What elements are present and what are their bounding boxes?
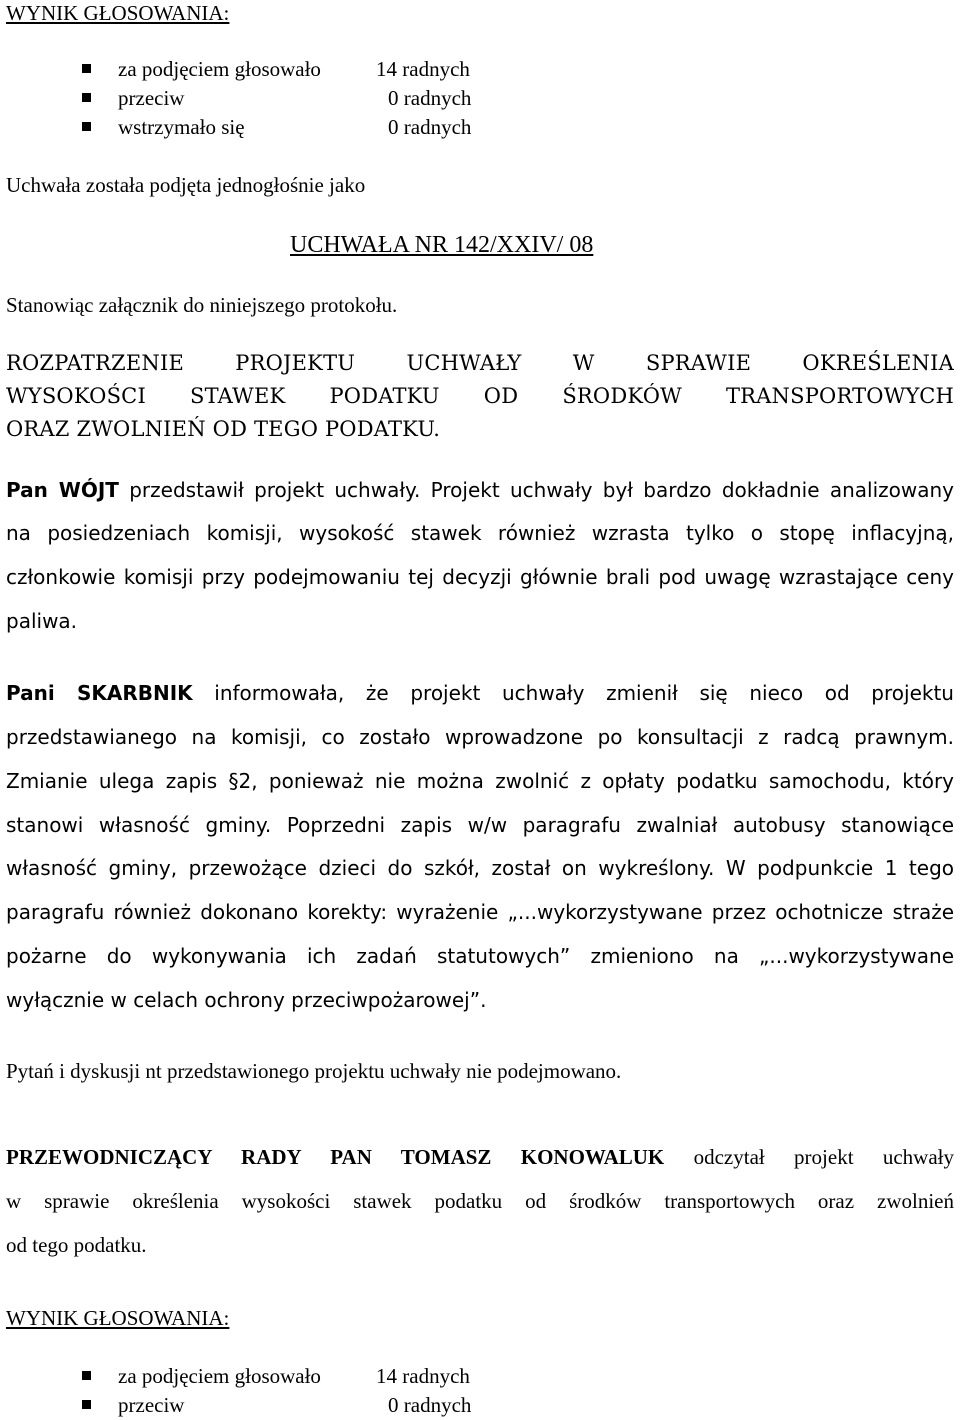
agenda-word: ROZPATRZENIE [6, 351, 184, 375]
speaker-name: PRZEWODNICZĄCY RADY PAN TOMASZ KONOWALUK [6, 1145, 665, 1169]
vote-label: za podjęciem głosowało [118, 1364, 321, 1388]
agenda-word: UCHWAŁY [406, 351, 522, 375]
agenda-title-line: WYSOKOŚCI STAWEK PODATKU OD ŚRODKÓW TRANSPORTOWYCH [6, 384, 954, 408]
agenda-word: SPRAWIE [645, 351, 752, 375]
vote-label: przeciw [118, 86, 185, 110]
bullet-icon [82, 1371, 91, 1380]
vote-heading: WYNIK GŁOSOWANIA: [6, 1306, 230, 1330]
paragraph-line: pożarne do wykonywania ich zadań statutowych” zmieniono na „...wykorzystywane [6, 944, 954, 968]
bullet-icon [82, 1400, 91, 1409]
attachment-text: Stanowiąc załącznik do niniejszego protokołu. [6, 293, 398, 317]
agenda-word: PROJEKTU [235, 351, 356, 375]
paragraph-line: na posiedzeniach komisji, wysokość stawek również wzrasta tylko o stopę inflacyjną, [6, 521, 954, 545]
paragraph-text: informowała, że projekt uchwały zmienił się nieco od projektu [214, 681, 954, 705]
paragraph-line [6, 683, 954, 703]
paragraph-line: paragrafu również dokonano korekty: wyrażenie „...wykorzystywane przez ochotnicze straże [6, 900, 954, 924]
paragraph-line: od tego podatku. [6, 1233, 147, 1257]
paragraph-line [6, 480, 954, 500]
vote-label: za podjęciem głosowało [118, 57, 321, 81]
result-text: Uchwała została podjęta jednogłośnie jako [6, 173, 366, 197]
paragraph-line: Pytań i dyskusji nt przedstawionego projektu uchwały nie podejmowano. [6, 1059, 622, 1083]
agenda-title-line [6, 353, 954, 374]
vote-heading: WYNIK GŁOSOWANIA: [6, 1, 230, 25]
bullet-icon [82, 93, 91, 102]
vote-label: przeciw [118, 1393, 185, 1417]
bullet-icon [82, 64, 91, 73]
bullet-icon [82, 122, 91, 131]
paragraph-line: w sprawie określenia wysokości stawek podatku od środków transportowych oraz zwolnień [6, 1189, 954, 1213]
vote-count: 14 radnych [376, 57, 470, 81]
paragraph-line [6, 1147, 954, 1168]
vote-count: 0 radnych [388, 115, 472, 139]
paragraph-line: paliwa. [6, 609, 78, 633]
paragraph-line: członkowie komisji przy podejmowaniu tej decyzji głównie brali pod uwagę wzrastające ceny [6, 565, 954, 589]
paragraph-line: Zmianie ulega zapis §2, ponieważ nie można zwolnić z opłaty podatku samochodu, który [6, 769, 954, 793]
paragraph-text: odczytał projekt uchwały [693, 1145, 954, 1169]
paragraph-text: przedstawił projekt uchwały. Projekt uchwały był bardzo dokładnie analizowany [129, 478, 955, 502]
speaker-name: Pan WÓJT [6, 478, 119, 502]
vote-label: wstrzymało się [118, 115, 245, 139]
paragraph-line: wyłącznie w celach ochrony przeciwpożarowej”. [6, 988, 487, 1012]
resolution-title: UCHWAŁA NR 142/XXIV/ 08 [290, 232, 594, 258]
vote-count: 0 radnych [388, 1393, 472, 1417]
paragraph-line: stanowi własność gminy. Poprzedni zapis w/w paragrafu zwalniał autobusy stanowiące [6, 813, 954, 837]
agenda-title-line: ORAZ ZWOLNIEŃ OD TEGO PODATKU. [6, 417, 441, 441]
speaker-name: Pani SKARBNIK [6, 681, 193, 705]
vote-count: 0 radnych [388, 86, 472, 110]
paragraph-line: własność gminy, przewożące dzieci do szkół, został on wykreślony. W podpunkcie 1 tego [6, 856, 954, 880]
agenda-word: W [572, 351, 595, 375]
paragraph-line: przedstawianego na komisji, co zostało wprowadzone po konsultacji z radcą prawnym. [6, 725, 954, 749]
vote-count: 14 radnych [376, 1364, 470, 1388]
agenda-word: OKREŚLENIA [802, 351, 954, 375]
